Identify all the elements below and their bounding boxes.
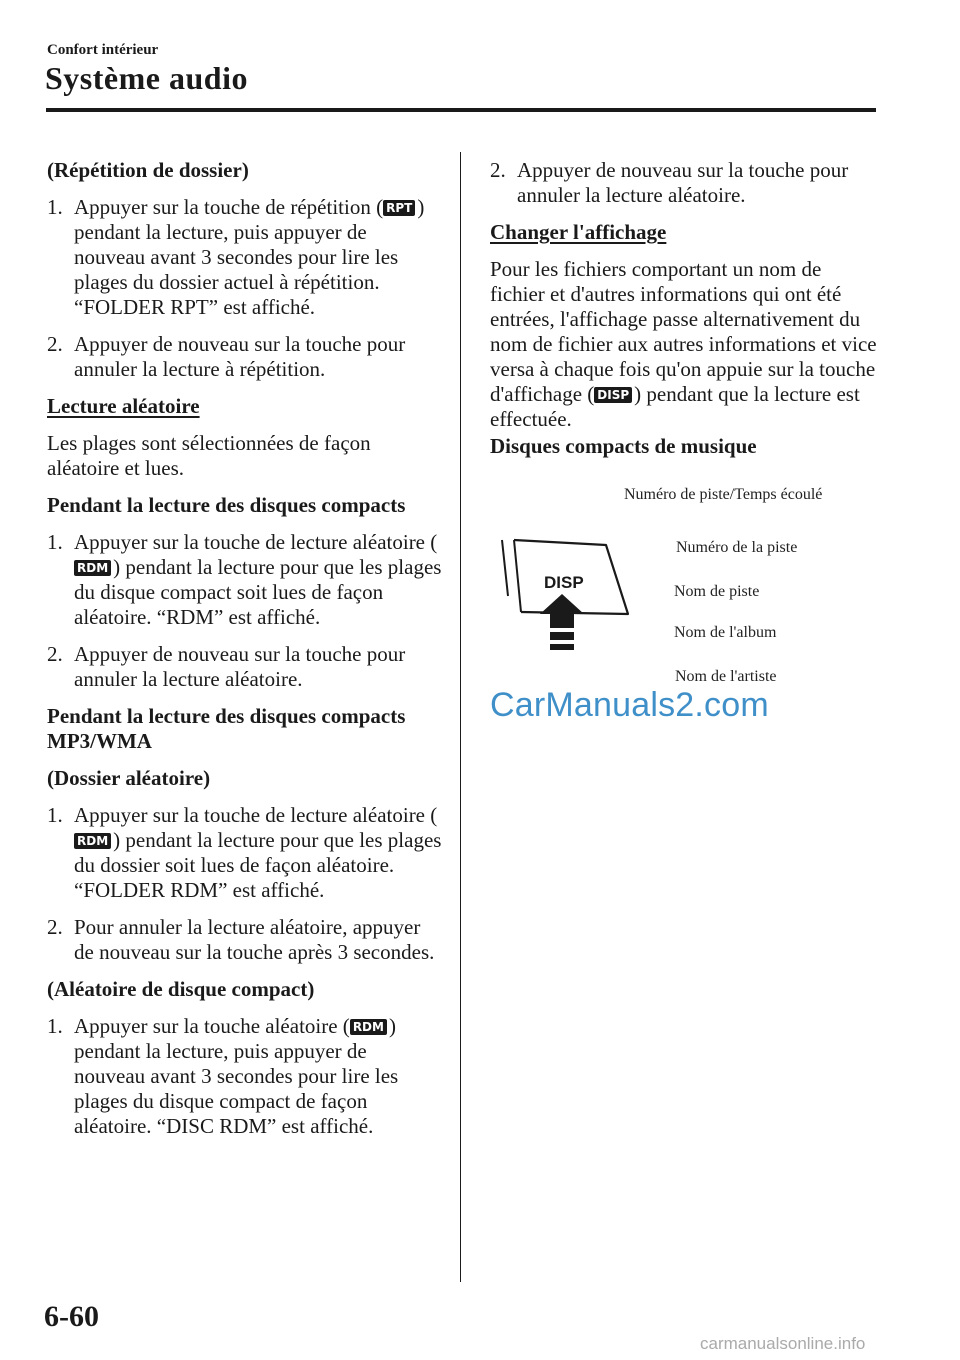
step-item	[47, 803, 442, 903]
label-album-name: Nom de l'album	[674, 624, 777, 641]
step-text: ) pendant la lecture pour que les plages du dossier soit lues de façon aléatoire. “FOLDER RDM” est affiché.	[74, 828, 442, 902]
subheading-mp3-wma: Pendant la lecture des disques compacts MP3/WMA	[47, 704, 406, 753]
heading-disc-random: (Aléatoire de disque compact)	[47, 977, 315, 1001]
paragraph	[490, 257, 880, 432]
page-number: 6-60	[44, 1300, 99, 1333]
page-title: Système audio	[45, 60, 248, 96]
step-text: Appuyer de nouveau sur la touche pour annuler la lecture à répétition.	[74, 332, 406, 381]
paragraph: Les plages sont sélectionnées de façon aléatoire et lues.	[47, 431, 371, 480]
step-number: 2.	[47, 642, 63, 666]
right-column	[490, 158, 880, 471]
step-text: Appuyer de nouveau sur la touche pour annuler la lecture aléatoire.	[517, 158, 849, 207]
label-artist-name: Nom de l'artiste	[675, 668, 777, 685]
step-number: 2.	[47, 915, 63, 939]
step-number: 1.	[47, 1014, 63, 1038]
paragraph-text: ) pendant que la lecture est effectuée.	[490, 382, 860, 431]
step-number: 2.	[490, 158, 506, 182]
heading-folder-random: (Dossier aléatoire)	[47, 766, 211, 790]
column-divider	[460, 152, 461, 1282]
step-text: Appuyer sur la touche de lecture aléatoire (	[74, 530, 438, 554]
step-text: Appuyer sur la touche de répétition (	[74, 195, 384, 219]
step-item	[47, 332, 442, 382]
watermark: CarManuals2.com	[490, 686, 769, 724]
step-number: 1.	[47, 530, 63, 554]
step-item	[47, 915, 442, 965]
disp-button-label: DISP	[544, 573, 584, 592]
rdm-key-icon: RDM	[74, 833, 111, 849]
step-item	[490, 158, 880, 208]
rdm-key-icon: RDM	[350, 1019, 387, 1035]
label-track-number: Numéro de la piste	[676, 539, 798, 556]
subheading-cd: Pendant la lecture des disques compacts	[47, 493, 406, 517]
step-item	[47, 530, 442, 630]
section-label: Confort intérieur	[47, 42, 159, 58]
step-text: ) pendant la lecture pour que les plages du disque compact soit lues de façon aléatoire. “RDM” est affiché.	[74, 555, 442, 629]
rpt-key-icon: RPT	[383, 200, 415, 216]
label-track-time: Numéro de piste/Temps écoulé	[624, 486, 823, 503]
rdm-key-icon: RDM	[74, 560, 111, 576]
paragraph-text: Pour les fichiers comportant un nom de fichier et d'autres informations qui ont été entrées, l'affichage passe alternativement du nom de fichier aux autres informations et vice versa à chaque fois qu'on appuie sur la touche d'affichage (	[490, 257, 877, 406]
arrow-up-icon	[540, 594, 584, 628]
step-text: Appuyer sur la touche aléatoire (	[74, 1014, 350, 1038]
label-track-name: Nom de piste	[674, 583, 760, 600]
disp-button-illustration	[494, 536, 640, 656]
step-item	[47, 195, 442, 320]
step-item	[47, 1014, 442, 1139]
step-text: ) pendant la lecture, puis appuyer de nouveau avant 3 secondes pour lire les plages du disque compact de façon aléatoire. “DISC RDM” est affiché.	[74, 1014, 399, 1138]
heading-random-play: Lecture aléatoire	[47, 394, 200, 418]
step-text: ) pendant la lecture, puis appuyer de nouveau avant 3 secondes pour lire les plages du dossier actuel à répétition. “FOLDER RPT” est affiché.	[74, 195, 425, 319]
subheading-music-cd: Disques compacts de musique	[490, 434, 757, 458]
left-column	[47, 158, 442, 1151]
step-item	[47, 642, 442, 692]
footer-url: carmanualsonline.info	[700, 1334, 866, 1353]
disp-key-icon: DISP	[594, 387, 632, 403]
step-number: 2.	[47, 332, 63, 356]
step-number: 1.	[47, 803, 63, 827]
step-text: Appuyer sur la touche de lecture aléatoire (	[74, 803, 438, 827]
step-text: Pour annuler la lecture aléatoire, appuyer de nouveau sur la touche après 3 secondes.	[74, 915, 435, 964]
title-rule	[46, 108, 876, 112]
heading-folder-repeat: (Répétition de dossier)	[47, 158, 249, 182]
heading-change-display: Changer l'affichage	[490, 220, 667, 244]
step-text: Appuyer de nouveau sur la touche pour annuler la lecture aléatoire.	[74, 642, 406, 691]
step-number: 1.	[47, 195, 63, 219]
